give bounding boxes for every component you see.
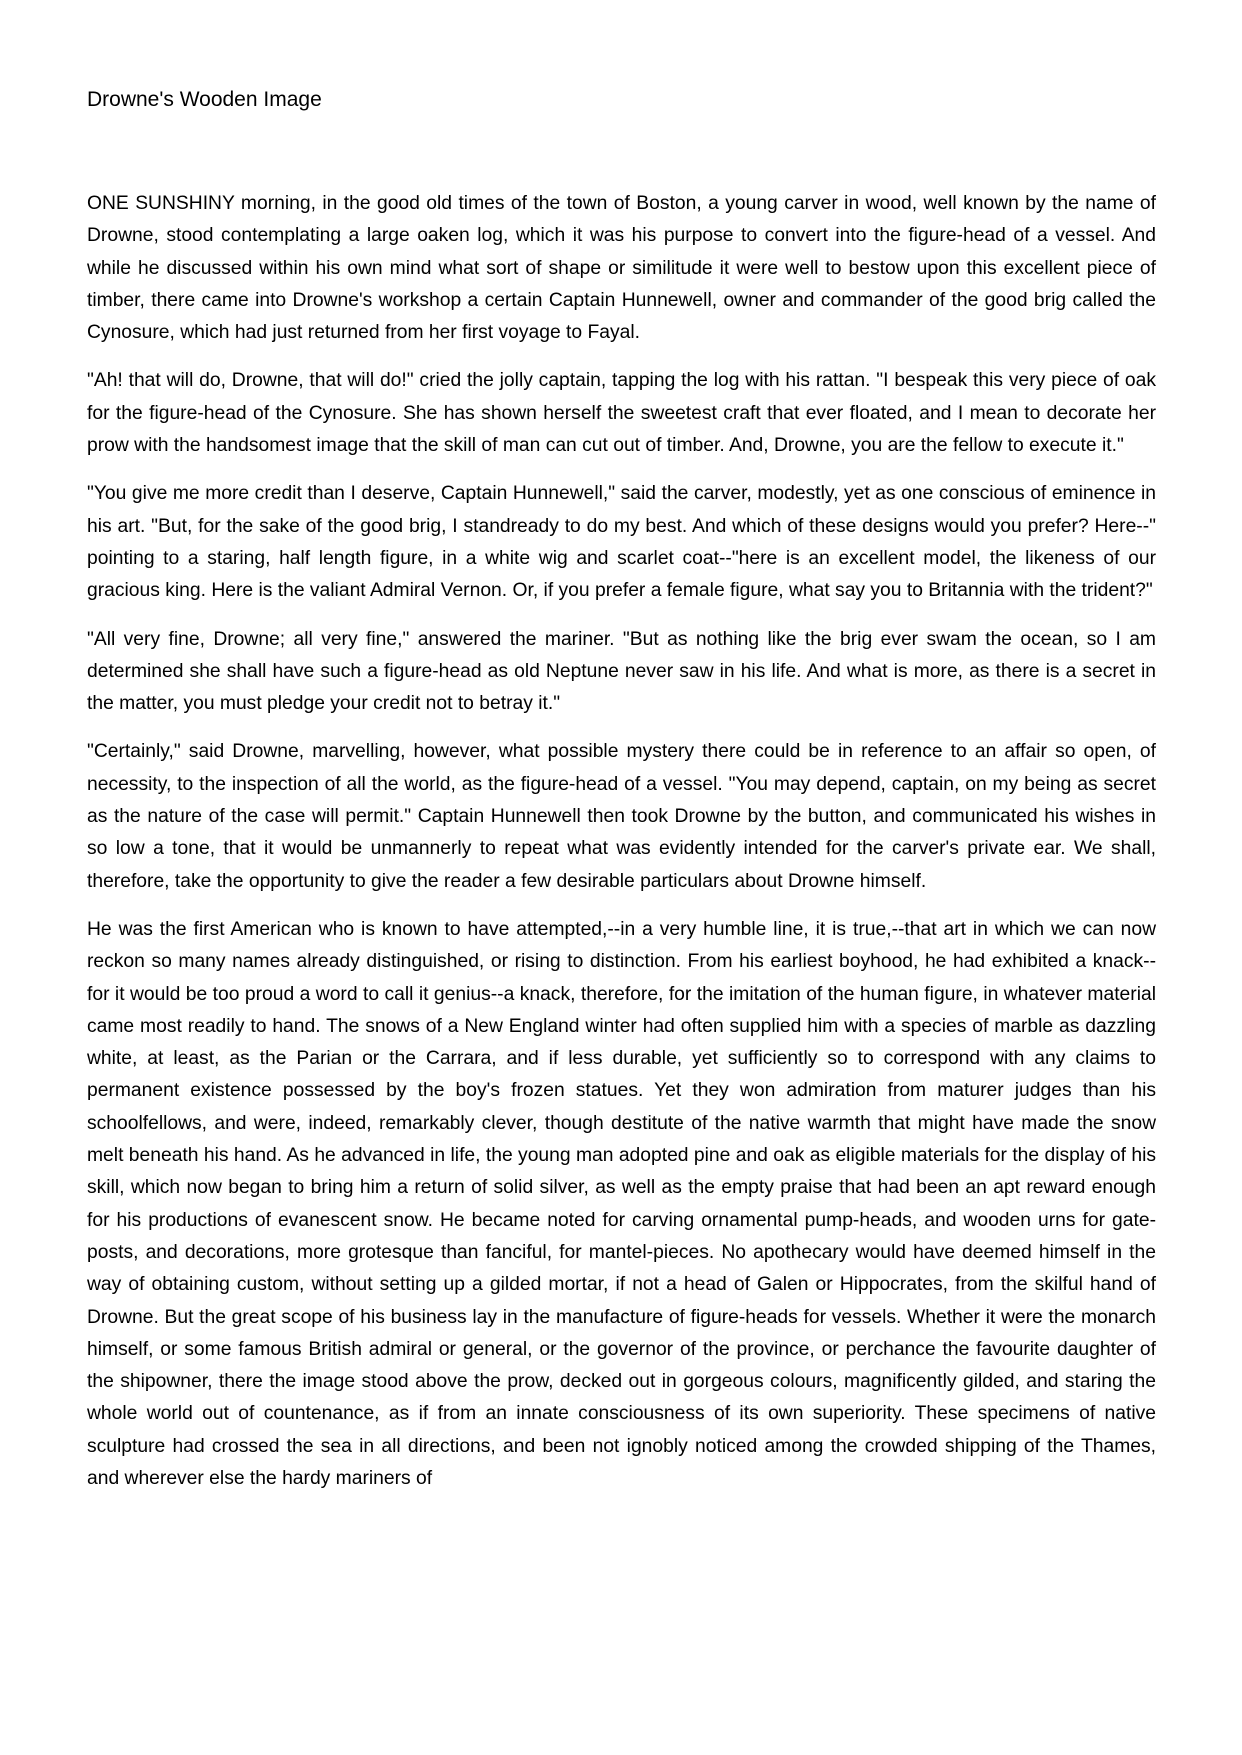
document-page: [87, 84, 1156, 1511]
document-title: Drowne's Wooden Image: [87, 88, 322, 111]
paragraph: "You give me more credit than I deserve, Captain Hunnewell," said the carver, modestly, yet as one conscious of eminence in his art. "But, for the sake of the good brig, I standready to do my best. And which of these designs would you prefer? Here--" pointing to a staring, half length figure, in a white wig and scarlet coat--"here is an excellent model, the likeness of our gracious king. Here is the valiant Admiral Vernon. Or, if you prefer a female figure, what say you to Britannia with the trident?": [87, 483, 1156, 602]
paragraph: "Certainly," said Drowne, marvelling, however, what possible mystery there could be in reference to an affair so open, of necessity, to the inspection of all the world, as the figure-head of a vessel. "You may depend, captain, on my being as secret as the nature of the case will permit." Captain Hunnewell then took Drowne by the button, and communicated his wishes in so low a tone, that it would be unmannerly to repeat what was evidently intended for the carver's private ear. We shall, therefore, take the opportunity to give the reader a few desirable particulars about Drowne himself.: [87, 741, 1156, 892]
paragraph: ONE SUNSHINY morning, in the good old times of the town of Boston, a young carver in wood, well known by the name of Drowne, stood contemplating a large oaken log, which it was his purpose to convert into the figure-head of a vessel. And while he discussed within his own mind what sort of shape or similitude it were well to bestow upon this excellent piece of timber, there came into Drowne's workshop a certain Captain Hunnewell, owner and commander of the good brig called the Cynosure, which had just returned from her first voyage to Fayal.: [87, 193, 1156, 344]
paragraph: He was the first American who is known to have attempted,--in a very humble line, it is true,--that art in which we can now reckon so many names already distinguished, or rising to distinction. From his earliest boyhood, he had exhibited a knack--for it would be too proud a word to call it genius--a knack, therefore, for the imitation of the human figure, in whatever material came most readily to hand. The snows of a New England winter had often supplied him with a species of marble as dazzling white, at least, as the Parian or the Carrara, and if less durable, yet sufficiently so to correspond with any claims to permanent existence possessed by the boy's frozen statues. Yet they won admiration from maturer judges than his schoolfellows, and were, indeed, remarkably clever, though destitute of the native warmth that might have made the snow melt beneath his hand. As he advanced in life, the young man adopted pine and oak as eligible materials for the display of his skill, which now began to bring him a return of solid silver, as well as the empty praise that had been an apt reward enough for his productions of evanescent snow. He became noted for carving ornamental pump-heads, and wooden urns for gate-posts, and decorations, more grotesque than fanciful, for mantel-pieces. No apothecary would have deemed himself in the way of obtaining custom, without setting up a gilded mortar, if not a head of Galen or Hippocrates, from the skilful hand of Drowne. But the great scope of his business lay in the manufacture of figure-heads for vessels. Whether it were the monarch himself, or some famous British admiral or general, or the governor of the province, or perchance the favourite daughter of the shipowner, there the image stood above the prow, decked out in gorgeous colours, magnificently gilded, and staring the whole world out of countenance, as if from an innate consciousness of its own superiority. These specimens of native sculpture had crossed the sea in all directions, and been not ignobly noticed among the crowded shipping of the Thames, and wherever else the hardy mariners of: [87, 918, 1156, 1489]
paragraph: "Ah! that will do, Drowne, that will do!" cried the jolly captain, tapping the log with his rattan. "I bespeak this very piece of oak for the figure-head of the Cynosure. She has shown herself the sweetest craft that ever floated, and I mean to decorate her prow with the handsomest image that the skill of man can cut out of timber. And, Drowne, you are the fellow to execute it.": [87, 370, 1156, 457]
paragraph: "All very fine, Drowne; all very fine," answered the mariner. "But as nothing like the brig ever swam the ocean, so I am determined she shall have such a figure-head as old Neptune never saw in his life. And what is more, as there is a secret in the matter, you must pledge your credit not to betray it.": [87, 628, 1156, 715]
